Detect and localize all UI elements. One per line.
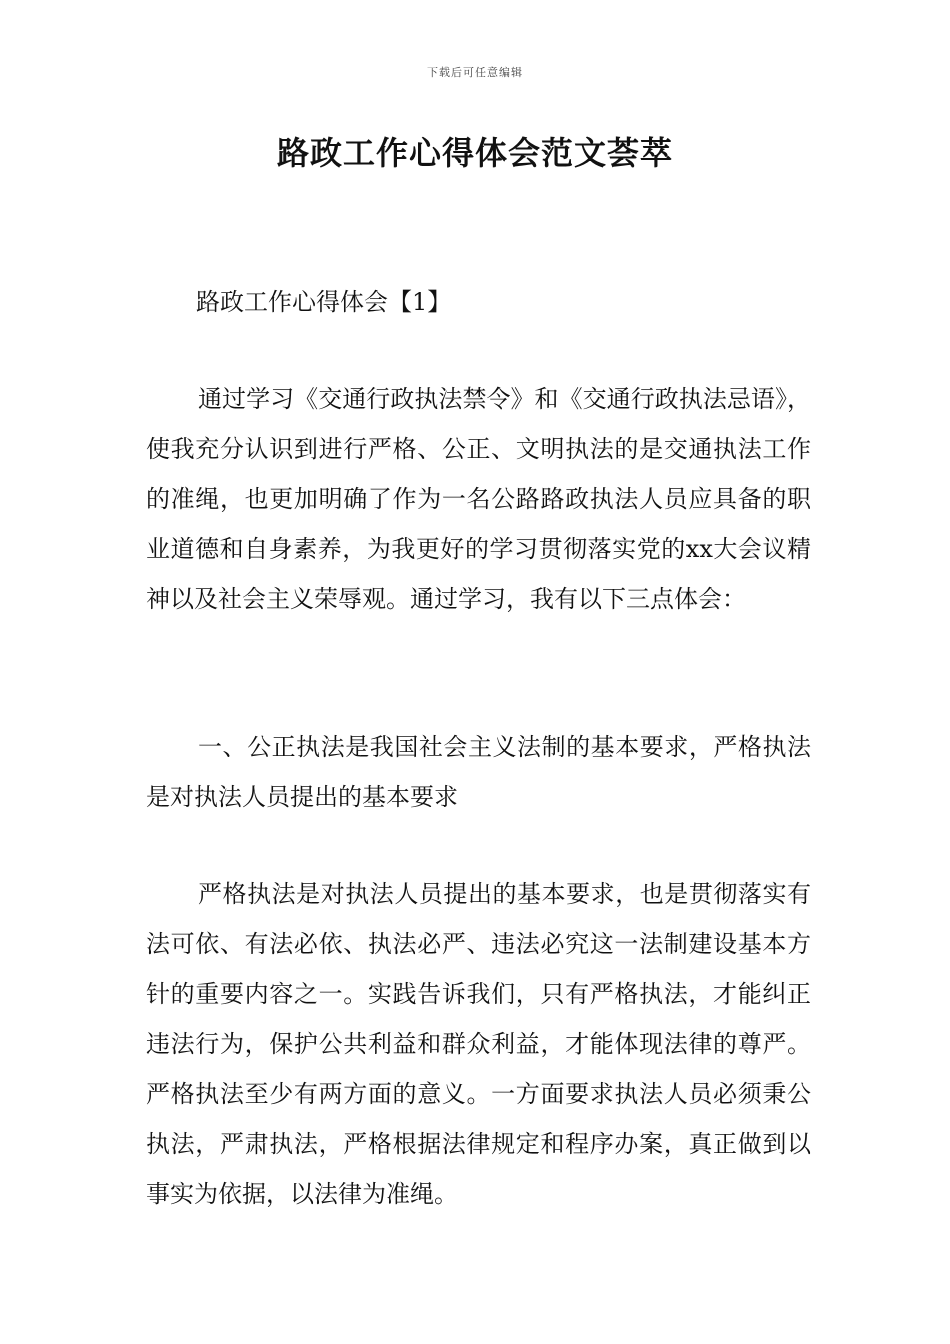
header-note: 下载后可任意编辑 [427,66,523,79]
paragraph-point-one: 一、公正执法是我国社会主义法制的基本要求，严格执法是对执法人员提出的基本要求 [146,733,811,811]
document-title: 路政工作心得体会范文荟萃 [276,134,673,172]
paragraph-strict-enforcement: 严格执法是对执法人员提出的基本要求，也是贯彻落实有法可依、有法必依、执法必严、违法必究这一法制建设基本方针的重要内容之一。实践告诉我们，只有严格执法，才能纠正违法行为，保护公共利益和群众利益，才能体现法律的尊严。严格执法至少有两方面的意义。一方面要求执法人员必须秉公执法，严肃执法，严格根据法律规定和程序办案，真正做到以事实为依据，以法律为准绳。 [146,880,811,1208]
paragraph-intro: 通过学习《交通行政执法禁令》和《交通行政执法忌语》，使我充分认识到进行严格、公正、文明执法的是交通执法工作的准绳，也更加明确了作为一名公路路政执法人员应具备的职业道德和自身素养，为我更好的学习贯彻落实党的xx大会议精神以及社会主义荣辱观。通过学习，我有以下三点体会： [146,385,811,613]
section-heading: 路政工作心得体会【1】 [196,288,452,316]
